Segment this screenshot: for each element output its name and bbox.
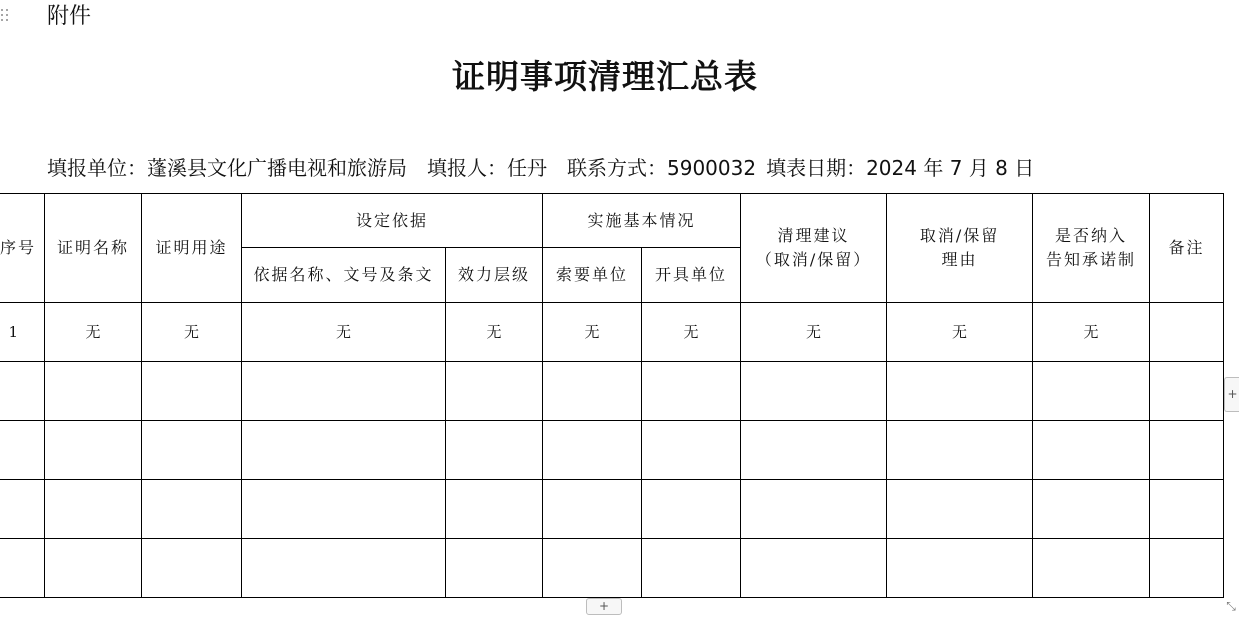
table-cell[interactable] [642,362,741,421]
table-row [0,362,1224,421]
table-cell[interactable] [45,362,142,421]
table-cell[interactable] [543,539,642,598]
table-cell[interactable]: 无 [446,303,543,362]
plus-icon: + [598,599,610,613]
table-cell[interactable] [446,539,543,598]
table-cell[interactable] [642,539,741,598]
table-cell[interactable] [446,421,543,480]
header-commitment-line1: 是否纳入 [1055,226,1128,245]
header-suggestion-line1: 清理建议 [777,226,850,245]
header-basis: 设定依据 [242,194,543,248]
table-cell[interactable] [45,421,142,480]
table-cell[interactable]: 无 [741,303,887,362]
table-cell[interactable]: 无 [543,303,642,362]
report-unit: 填报单位：蓬溪县文化广播电视和旅游局 [47,156,407,180]
table-cell[interactable] [45,480,142,539]
header-reason-line2: 理由 [941,250,978,269]
table-cell[interactable] [887,539,1033,598]
table-cell[interactable] [0,421,45,480]
table-cell[interactable] [0,480,45,539]
table-row [0,421,1224,480]
header-commitment-line2: 告知承诺制 [1046,250,1137,269]
table-cell[interactable] [887,362,1033,421]
table-cell[interactable] [741,421,887,480]
header-commitment [1033,194,1150,303]
table-cell[interactable] [1033,539,1150,598]
table-cell[interactable] [642,421,741,480]
table-row [0,303,1224,362]
table-cell[interactable] [446,362,543,421]
table-cell[interactable] [242,480,446,539]
plus-icon: + [1227,387,1238,401]
report-contact: 联系方式：5900032 [567,156,757,180]
header-basis-document: 依据名称、文号及条文 [242,248,446,303]
header-suggestion [741,194,887,303]
table-cell[interactable] [1150,539,1224,598]
table-cell[interactable] [887,480,1033,539]
table-cell[interactable]: 无 [887,303,1033,362]
table-cell[interactable] [242,421,446,480]
table-cell[interactable] [1150,362,1224,421]
table-cell[interactable] [1033,362,1150,421]
table-cell[interactable] [543,362,642,421]
header-purpose: 证明用途 [142,194,242,303]
table-cell[interactable] [741,480,887,539]
header-requiring-unit: 索要单位 [543,248,642,303]
header-reason [887,194,1033,303]
resize-icon[interactable]: ⤡ [1226,599,1236,613]
table-cell[interactable] [1033,421,1150,480]
table-cell[interactable] [0,539,45,598]
table-cell[interactable] [446,480,543,539]
table-cell[interactable]: 无 [45,303,142,362]
table-cell[interactable] [142,480,242,539]
table-cell[interactable] [1033,480,1150,539]
table-cell[interactable]: 无 [142,303,242,362]
table-cell[interactable] [1150,303,1224,362]
header-basis-level: 效力层级 [446,248,543,303]
report-person: 填报人：任丹 [427,156,547,180]
table-cell[interactable]: 无 [1033,303,1150,362]
table-cell[interactable] [887,421,1033,480]
report-date: 填表日期：2024 年 7 月 8 日 [766,156,1035,180]
document-title: 证明事项清理汇总表 [452,57,758,96]
table-cell[interactable] [741,539,887,598]
table-cell[interactable] [741,362,887,421]
table-cell[interactable] [142,362,242,421]
table-cell[interactable] [642,480,741,539]
table-cell[interactable] [543,480,642,539]
table-row [0,539,1224,598]
table-cell[interactable] [242,539,446,598]
drag-handle-icon[interactable] [1,9,13,27]
report-info-line [47,154,1034,182]
table-cell[interactable] [142,539,242,598]
header-suggestion-line2: （取消/保留） [755,250,872,269]
table-row [0,480,1224,539]
table-cell[interactable] [1150,480,1224,539]
add-column-button[interactable] [1224,377,1239,412]
table-cell[interactable] [45,539,142,598]
table-cell[interactable] [543,421,642,480]
table-cell[interactable]: 1 [0,303,45,362]
table-cell[interactable] [1150,421,1224,480]
header-reason-line1: 取消/保留 [919,226,1000,245]
header-remark: 备注 [1150,194,1224,303]
table-cell[interactable]: 无 [242,303,446,362]
table-cell[interactable]: 无 [642,303,741,362]
header-implementation: 实施基本情况 [543,194,741,248]
header-seq: 序号 [0,194,45,303]
table-cell[interactable] [142,421,242,480]
add-row-button[interactable] [586,598,622,615]
table-cell[interactable] [0,362,45,421]
table-cell[interactable] [242,362,446,421]
summary-table [0,193,1224,598]
header-issuing-unit: 开具单位 [642,248,741,303]
header-name: 证明名称 [45,194,142,303]
attachment-label: 附件 [47,4,92,29]
